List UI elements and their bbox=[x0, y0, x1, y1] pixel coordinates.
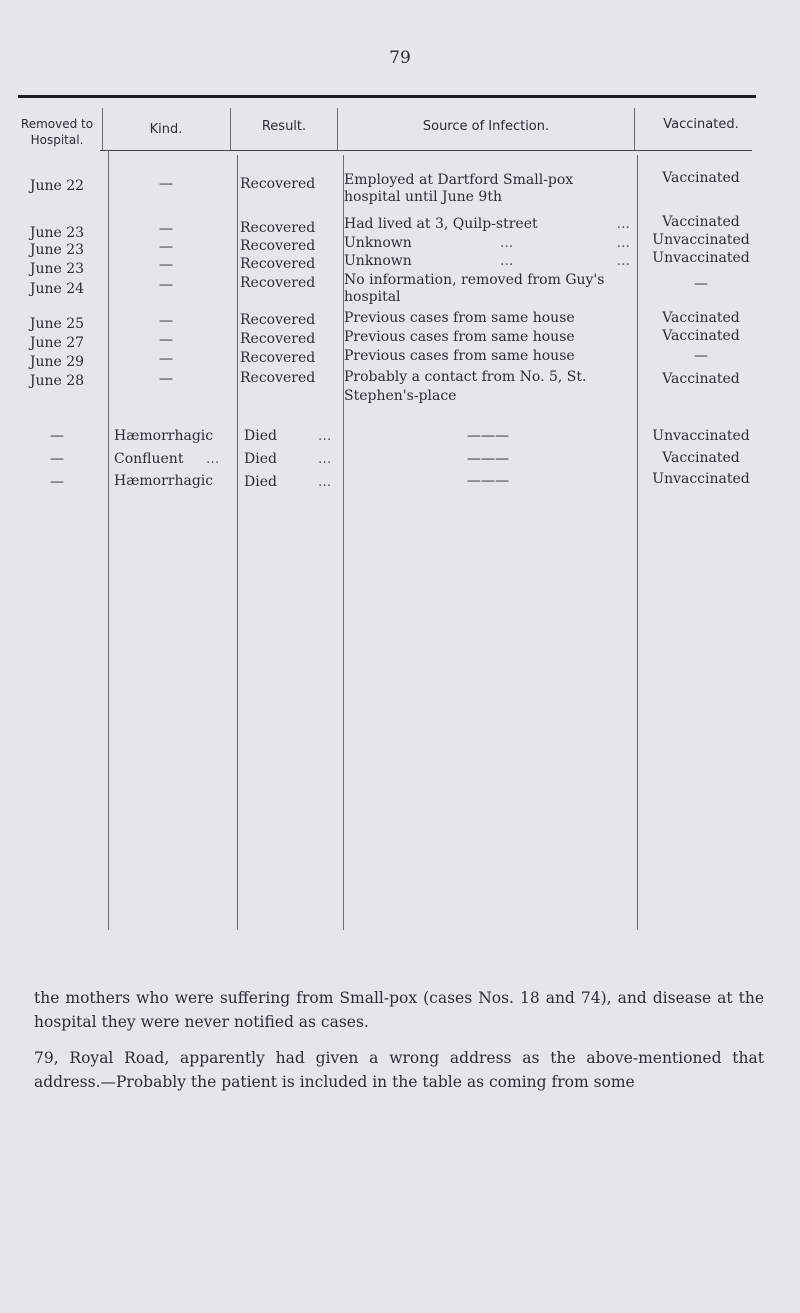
table-cell-kind: — bbox=[159, 313, 173, 329]
table-cell-result: Recovered bbox=[240, 370, 316, 386]
table-cell-vaccinated: Vaccinated bbox=[662, 310, 740, 326]
table-cell-source: ——— bbox=[467, 428, 509, 444]
table-cell-removed: June 29 bbox=[29, 354, 85, 370]
header-result: Result. bbox=[261, 119, 307, 134]
table-cell-source: Previous cases from same house bbox=[344, 348, 575, 364]
table-cell-result bbox=[244, 428, 344, 444]
table-cell-kind: — bbox=[159, 351, 173, 367]
table-cell-kind: Hæmorrhagic bbox=[114, 428, 214, 444]
header-kind: Kind. bbox=[149, 122, 183, 137]
table-cell-source: ——— bbox=[467, 473, 509, 489]
result-text: Died bbox=[244, 428, 277, 444]
leader-dots: ... bbox=[500, 235, 514, 251]
column-divider bbox=[337, 108, 338, 150]
table-cell-removed: June 28 bbox=[29, 373, 85, 389]
table-header-rule bbox=[100, 150, 752, 151]
leader-dots: ... bbox=[318, 428, 332, 444]
table-cell-vaccinated: Vaccinated bbox=[662, 214, 740, 230]
table-cell-vaccinated: Unvaccinated bbox=[652, 232, 750, 248]
column-divider bbox=[102, 108, 103, 150]
table-cell-kind: — bbox=[159, 257, 173, 273]
table-cell-source: Previous cases from same house bbox=[344, 329, 575, 345]
table-cell-result: Recovered bbox=[240, 275, 316, 291]
table-cell-removed: — bbox=[50, 451, 64, 467]
table-cell-kind: Hæmorrhagic bbox=[114, 473, 214, 489]
table-cell-result: Recovered bbox=[240, 331, 316, 347]
table-cell-result bbox=[244, 451, 344, 467]
table-cell-result: Recovered bbox=[240, 220, 316, 236]
table-cell-removed: June 25 bbox=[29, 316, 85, 332]
header-source: Source of Infection. bbox=[422, 119, 550, 134]
kind-text: Confluent bbox=[114, 451, 184, 467]
column-divider bbox=[230, 108, 231, 150]
leader-dots: ... bbox=[206, 451, 220, 467]
header-vaccinated: Vaccinated. bbox=[663, 117, 739, 132]
result-text: Died bbox=[244, 474, 277, 490]
table-cell-result: Recovered bbox=[240, 256, 316, 272]
table-cell-vaccinated: Unvaccinated bbox=[652, 250, 750, 266]
table-cell-source: Employed at Dartford Small-pox hospital until June 9th bbox=[344, 172, 574, 205]
leader-dots: ... bbox=[318, 451, 332, 467]
column-divider bbox=[237, 155, 238, 930]
table-cell-source bbox=[344, 235, 632, 252]
table-cell-source: Probably a contact from No. 5, St. Stephen's-place bbox=[344, 369, 587, 404]
table-cell-result: Recovered bbox=[240, 176, 316, 192]
table-cell-kind: — bbox=[159, 371, 173, 387]
leader-dots: ... bbox=[616, 216, 630, 232]
table-cell-removed: June 23 bbox=[29, 242, 85, 258]
table-cell-removed: June 23 bbox=[29, 261, 85, 277]
body-paragraph: 79, Royal Road, apparently had given a wrong address as the above-mentioned that address.—Probably the patient is included in the table as coming from some bbox=[34, 1049, 764, 1091]
table-cell-removed: June 23 bbox=[29, 225, 85, 241]
column-divider bbox=[634, 108, 635, 150]
table-cell-source bbox=[344, 216, 632, 233]
table-cell-kind: — bbox=[159, 176, 173, 192]
column-divider bbox=[637, 155, 638, 930]
table-cell-removed: June 24 bbox=[29, 281, 85, 297]
source-text: Had lived at 3, Quilp-street bbox=[344, 216, 538, 232]
page-number: 79 bbox=[389, 48, 411, 68]
leader-dots: ... bbox=[500, 253, 514, 269]
table-cell-removed: — bbox=[50, 474, 64, 490]
leader-dots: ... bbox=[318, 474, 332, 490]
table-cell-result: Recovered bbox=[240, 312, 316, 328]
table-cell-kind: — bbox=[159, 332, 173, 348]
table-cell-source bbox=[344, 253, 632, 270]
source-text: Unknown bbox=[344, 235, 412, 251]
table-cell-result bbox=[244, 474, 344, 490]
table-cell-result: Recovered bbox=[240, 350, 316, 366]
table-cell-kind: — bbox=[159, 221, 173, 237]
table-cell-kind: — bbox=[159, 239, 173, 255]
table-cell-removed: — bbox=[50, 428, 64, 444]
table-cell-vaccinated: Unvaccinated bbox=[652, 428, 750, 444]
table-cell-vaccinated: Unvaccinated bbox=[652, 471, 750, 487]
table-cell-vaccinated: Vaccinated bbox=[662, 450, 740, 466]
table-cell-removed: June 27 bbox=[29, 335, 85, 351]
source-text: Unknown bbox=[344, 253, 412, 269]
table-cell-kind: — bbox=[159, 277, 173, 293]
table-cell-vaccinated: — bbox=[694, 276, 708, 292]
header-removed: Removed to Hospital. bbox=[20, 117, 94, 147]
table-top-rule bbox=[18, 95, 756, 98]
table-cell-source: Previous cases from same house bbox=[344, 310, 575, 326]
leader-dots: ... bbox=[616, 253, 630, 269]
table-cell-vaccinated: Vaccinated bbox=[662, 328, 740, 344]
table-cell-removed: June 22 bbox=[29, 178, 85, 194]
body-paragraph: the mothers who were suffering from Small-pox (cases Nos. 18 and 74), and disease at the hospital they were never notified as cases. bbox=[34, 989, 764, 1031]
table-cell-source: No information, removed from Guy's hospital bbox=[344, 272, 605, 305]
table-cell-vaccinated: Vaccinated bbox=[662, 371, 740, 387]
table-cell-source: ——— bbox=[467, 451, 509, 467]
leader-dots: ... bbox=[616, 235, 630, 251]
table-cell-kind bbox=[114, 451, 238, 467]
table-cell-result: Recovered bbox=[240, 238, 316, 254]
table-cell-vaccinated: Vaccinated bbox=[662, 170, 740, 186]
table-cell-vaccinated: — bbox=[694, 348, 708, 364]
result-text: Died bbox=[244, 451, 277, 467]
